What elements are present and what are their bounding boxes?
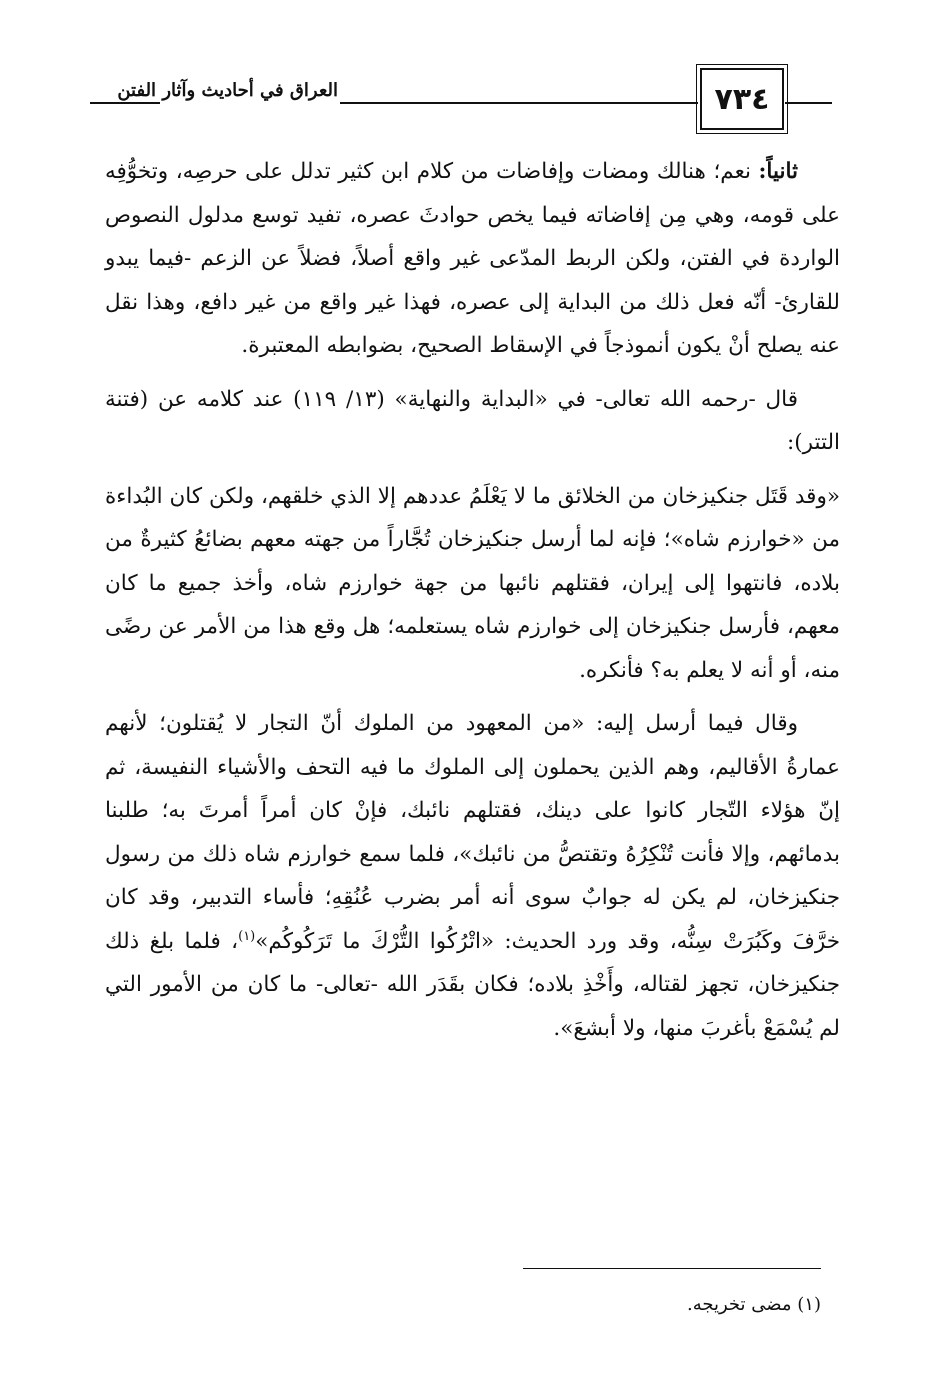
paragraph-text-continued: ، فلما بلغ ذلك جنكيزخان، تجهز لقتاله، وأَخْذِ بلاده؛ فكان بقَدَر الله -تعالى- ما كان من الأمور التي لم يُسْمَعْ بأغربَ منها، ولا أبشعَ». — [105, 928, 840, 1041]
running-title: العراق في أحاديث وآثار الفتن — [117, 80, 338, 101]
footnote-text: مضى تخريجه. — [686, 1294, 792, 1315]
paragraph-text: وقال فيما أرسل إليه: «من المعهود من الملوك أنّ التجار لا يُقتلون؛ لأنهم عمارةُ الأقاليم، وهم الذين يحملون إلى الملوك ما فيه التحف والأشياء النفيسة، ثم إنّ هؤلاء التّجار كانوا على دينك، فقتلهم نائبك، فإنْ كان أمراً أمرتَ به؛ طلبنا بدمائهم، وإلا فأنت تُنْكِرُهُ وتقتصُّ من نائبك»، فلما سمع خوارزم شاه ذلك من رسول جنكيزخان، لم يكن له جوابٌ سوى أنه أمر بضرب عُنُقِهِ؛ فأساء التدبير، وقد كان خرَّفَ وكَبُرَتْ سِنُّه، وقد ورد الحديث: «اتْرُكُوا التُّرْكَ ما تَرَكُوكُم» — [105, 711, 841, 954]
header-rule-middle — [340, 102, 698, 104]
body-text — [105, 150, 840, 1050]
footnote-marker: (١) — [797, 1294, 821, 1315]
paragraph-1 — [105, 150, 840, 368]
paragraph-3-quote — [105, 475, 840, 693]
paragraph-lead: ثانياً: — [758, 159, 798, 184]
paragraph-4-quote — [105, 702, 840, 1050]
paragraph-text: نعم؛ هنالك ومضات وإفاضات من كلام ابن كثير تدلل على حرصِه، وتخوُّفِه على قومه، وهي مِن إفاضاته فيما يخص حوادثَ عصره، تفيد توسع مدلول النصوص الواردة في الفتن، ولكن الربط المدّعى غير واقع أصلاً، فضلاً عن الزعم -فيما يبدو للقارئ- أنّه فعل ذلك من البداية إلى عصره، فهذا غير واقع من غير دافع، وهذا نقل عنه يصلح أنْ يكون أنموذجاً في الإسقاط الصحيح، بضوابطه المعتبرة. — [105, 159, 840, 358]
header-rule-right — [785, 102, 832, 104]
footnote-reference[interactable]: (١) — [238, 928, 256, 944]
footnote-separator — [523, 1268, 821, 1269]
paragraph-2 — [105, 378, 840, 465]
page-number: ٧٣٤ — [700, 68, 784, 130]
header-rule-left — [90, 102, 160, 104]
paragraph-text: «وقد قَتَل جنكيزخان من الخلائق ما لا يَعْلَمُ عددهم إلا الذي خلقهم، ولكن كان البُداءة من «خوارزم شاه»؛ فإنه لما أرسل جنكيزخان تُجَّاراً من جهته معهم بضائعُ كثيرةٌ من بلاده، فانتهوا إلى إيران، فقتلهم نائبها من جهة خوارزم شاه، وأخذ جميع ما كان معهم، فأرسل جنكيزخان إلى خوارزم شاه يستعلمه؛ هل وقع هذا من الأمر عن رضًى منه، أو أنه لا يعلم به؟ فأنكره. — [105, 483, 840, 683]
page-header — [90, 62, 832, 142]
paragraph-text: قال -رحمه الله تعالى- في «البداية والنهاية» (١٣/ ١١٩) عند كلامه عن (فتنة التتر): — [105, 386, 840, 455]
footnote — [421, 1290, 821, 1320]
